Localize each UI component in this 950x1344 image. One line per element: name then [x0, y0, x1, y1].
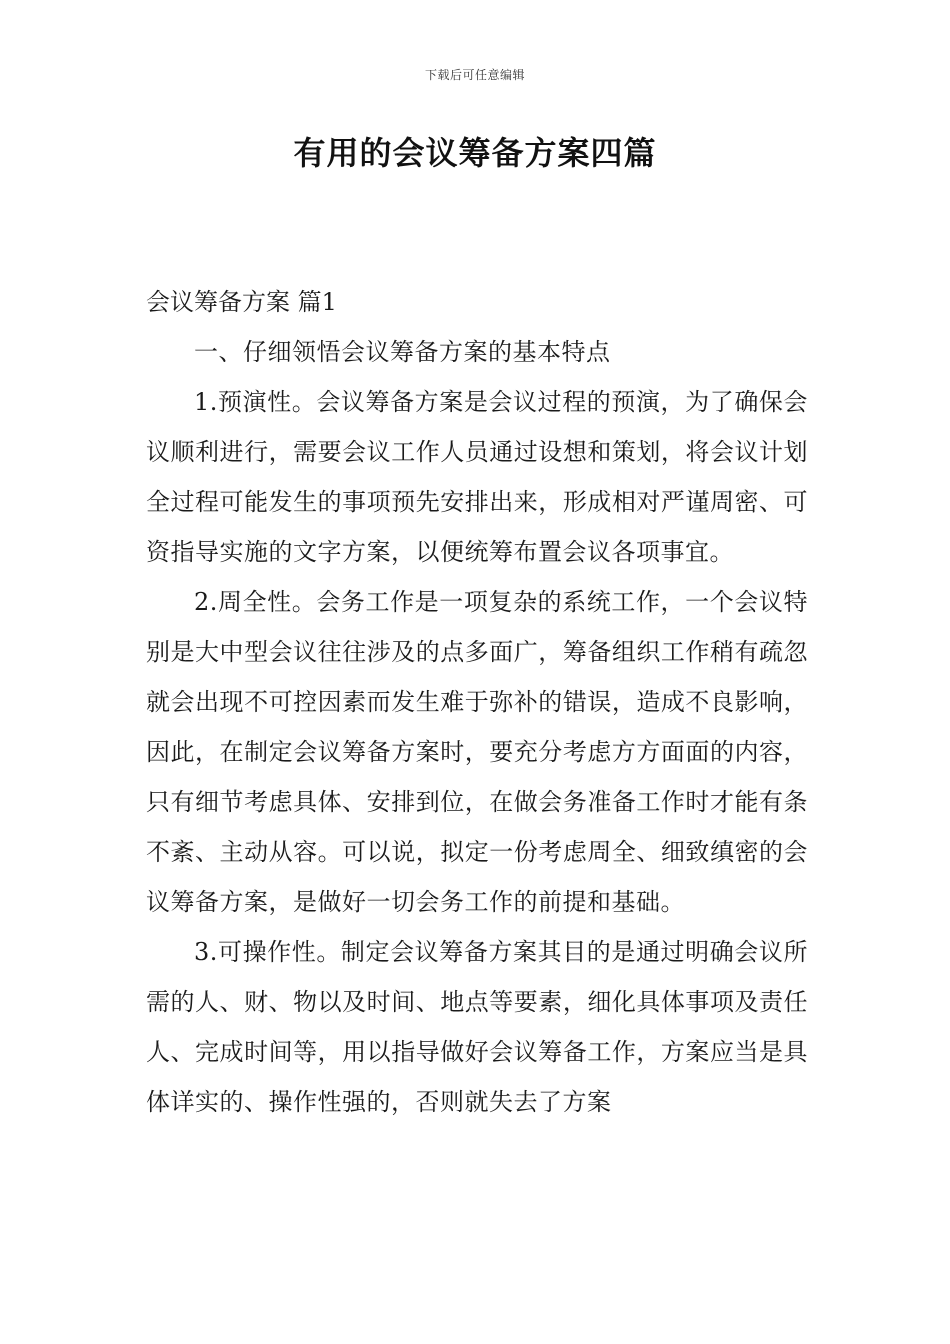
paragraph-heading: 一、仔细领悟会议筹备方案的基本特点 [194, 338, 611, 366]
header-note: 下载后可任意编辑 [424, 68, 525, 82]
paragraph: 1.预演性。会议筹备方案是会议过程的预演，为了确保会议顺利进行，需要会议工作人员通过设想和策划，将会议计划全过程可能发生的事项预先安排出来，形成相对严谨周密、可资指导实施的文字方案，以便统筹布置会议各项事宜。 [146, 388, 808, 566]
document-title: 有用的会议筹备方案四篇 [293, 134, 657, 172]
section-label: 会议筹备方案 篇1 [146, 288, 337, 316]
document-body [146, 277, 808, 1127]
paragraph: 2.周全性。会务工作是一项复杂的系统工作，一个会议特别是大中型会议往往涉及的点多面广，筹备组织工作稍有疏忽就会出现不可控因素而发生难于弥补的错误，造成不良影响，因此，在制定会议筹备方案时，要充分考虑方方面面的内容，只有细节考虑具体、安排到位，在做会务准备工作时才能有条不紊、主动从容。可以说，拟定一份考虑周全、细致缜密的会议筹备方案，是做好一切会务工作的前提和基础。 [146, 588, 808, 916]
paragraph: 3.可操作性。制定会议筹备方案其目的是通过明确会议所需的人、财、物以及时间、地点等要素，细化具体事项及责任人、完成时间等，用以指导做好会议筹备工作，方案应当是具体详实的、操作性强的，否则就失去了方案 [146, 938, 808, 1116]
